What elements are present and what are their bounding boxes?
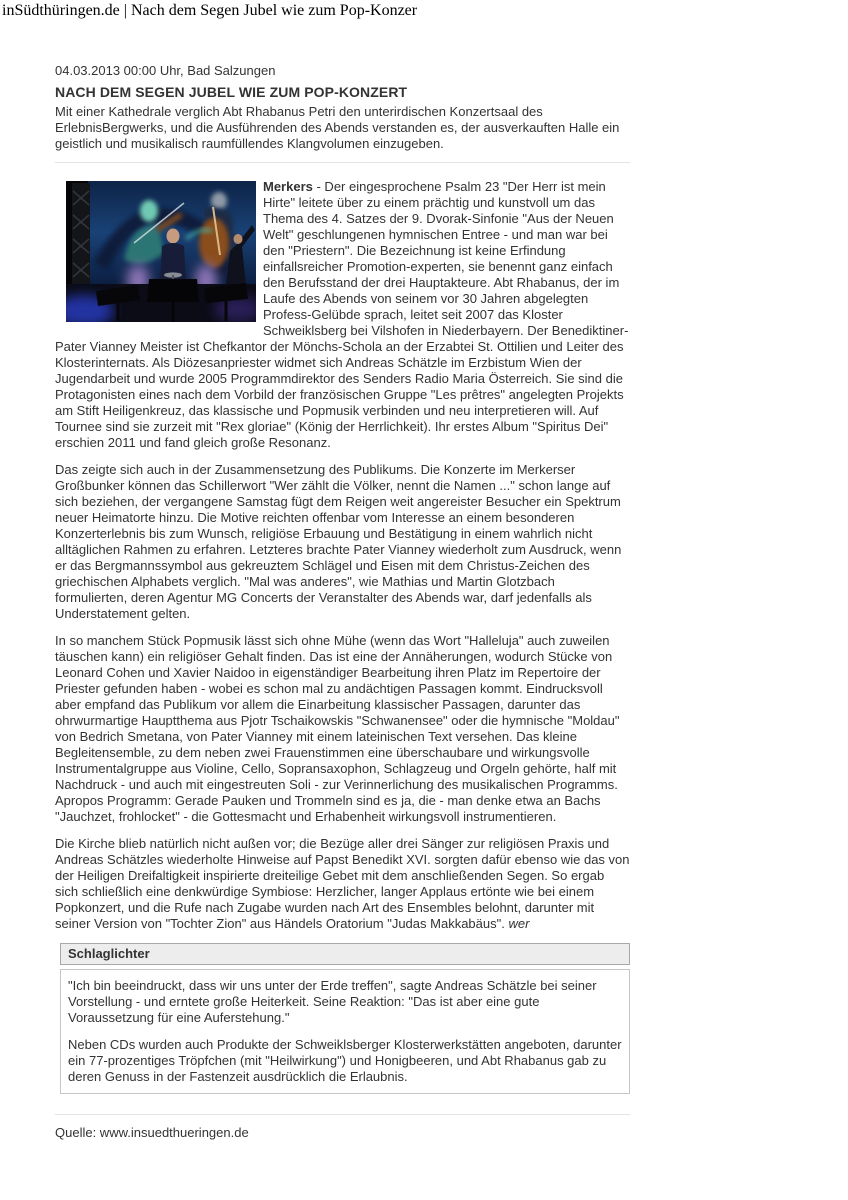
- lead-divider: [55, 162, 630, 163]
- highlights-box: [60, 943, 630, 1094]
- concert-photo-graphic: [66, 181, 256, 322]
- highlights-paragraph-2: Neben CDs wurden auch Produkte der Schweiklsberger Klosterwerkstätten angeboten, darunter ein 77-prozentiges Tröpfchen (mit "Heilwirkung") und Honigbeeren, und Abt Rhabanus gab zu deren Genuss in der Fastenzeit ausdrücklich die Erlaubnis.: [68, 1037, 622, 1084]
- article-page: [55, 63, 630, 1154]
- highlights-paragraph-1: "Ich bin beeindruckt, dass wir uns unter der Erde treffen", sagte Andreas Schätzle bei seiner Vorstellung - und erntete große Heiterkeit. Seine Reaktion: "Das ist aber eine gute Voraussetzung für eine Auferstehung.": [68, 978, 597, 1025]
- author-signature: wer: [508, 916, 530, 931]
- highlights-body: [60, 969, 630, 1094]
- article-dateline: 04.03.2013 00:00 Uhr, Bad Salzungen: [55, 63, 276, 78]
- article-photo: [66, 181, 256, 322]
- paragraph-1-text: - Der eingesprochene Psalm 23 "Der Herr ist mein Hirte" leitete über zu einem prächtig und kunstvoll um das Thema des 4. Satzes der 9. Dvorak-Sinfonie "Aus der Neuen Welt" geschlungenen hymnischen Entree - und man war bei den "Priestern". Die Bezeichnung ist keine Erfindung einfallsreicher Promotion-experten, sie benennt ganz einfach den Berufsstand der drei Hauptakteure. Abt Rhabanus, der im Laufe des Abends von seinem vor 30 Jahren abgelegten Profess-Gelübde sprach, leitet seit 2007 das Kloster Schweiklsberg bei Vilshofen in Niederbayern. Der Benediktiner-Pater Vianney Meister ist Chefkantor der Mönchs-Schola an der Erzabtei St. Ottilien und Leiter des Klosterinternats. Als Diözesanpriester widmet sich Andreas Schätzle im Erzbistum Wien der Jugendarbeit und wurde 2005 Programmdirektor des Senders Radio Maria Österreich. Sie sind die Protagonisten eines nach dem Vorbild der französischen Gruppe "Les prêtres" angelegten Projekts am Stift Heiligenkreuz, das klassische und Popmusik verbinden und neu interpretieren will. Auf Tournee sind sie zurzeit mit "Rex gloriae" (König der Herrlichkeit). Ihr erstes Album "Spiritus Dei" erschien 2011 und fand gleich große Resonanz.: [55, 179, 629, 450]
- highlights-header: [60, 943, 630, 965]
- paragraph-2: Das zeigte sich auch in der Zusammensetzung des Publikums. Die Konzerte im Merkerser Großbunker können das Schillerwort "Wer zählt die Völker, nennt die Namen ..." schon lange auf sich beziehen, der vergangene Samstag fügt dem Reigen weit angereister Besucher ein Spektrum neuer Heimatorte hinzu. Die Motive reichten offenbar vom Interesse an einem besonderen Konzerterlebnis bis zum Wunsch, religiöse Erbauung und Bestätigung in einem wahrlich nicht alltäglichen Rahmen zu erfahren. Letzteres brachte Pater Vianney wiederholt zum Ausdruck, wenn er das Bergmannssymbol aus gekreuztem Schlägel und Eisen mit dem Christus-Zeichen des griechischen Alphabets verglich. "Mal was anderes", wie Mathias und Martin Glotzbach formulierten, deren Agentur MG Concerts der Veranstalter des Abends war, darf jedenfalls als Understatement gelten.: [55, 462, 622, 621]
- source-line: Quelle: www.insuedthueringen.de: [55, 1125, 249, 1140]
- highlights-title: Schlaglichter: [68, 946, 150, 961]
- footer-divider: [55, 1114, 630, 1115]
- paragraph-4-text: Die Kirche blieb natürlich nicht außen vor; die Bezüge aller drei Sänger zur religiösen Praxis und Andreas Schätzles wiederholte Hinweise auf Papst Benedikt XVI. sorgten dafür ebenso wie das von der Heiligen Dreifaltigkeit inspirierte dreiteilige Gebet mit dem anschließenden Segen. So ergab sich schließlich eine denkwürdige Symbiose: Herzlicher, langer Applaus ertönte wie bei einem Popkonzert, und die Rufe nach Zugabe wurden nach Art des Ensembles belohnt, darunter mit seiner Version von "Tochter Zion" aus Händels Oratorium "Judas Makkabäus".: [55, 836, 630, 931]
- paragraph-3: In so manchem Stück Popmusik lässt sich ohne Mühe (wenn das Wort "Halleluja" auch zuweilen täuschen kann) ein religiöser Gehalt finden. Das ist eine der Annäherungen, wodurch Stücke von Leonard Cohen und Xavier Naidoo in eigenständiger Bearbeitung ihren Platz im Repertoire der Priester gefunden haben - wobei es schon mal zu andächtigen Passagen kommt. Eindrucksvoll aber empfand das Publikum vor allem die Einarbeitung klassischer Passagen, darunter das ohrwurmartige Hauptthema aus Pjotr Tschaikowskis "Schwanensee" oder die hymnische "Moldau" von Bedrich Smetana, von Pater Vianney mit einem lateinischen Text versehen. Das kleine Begleitensemble, zu dem neben zwei Frauenstimmen eine überschaubare und wirkungsvolle Instrumentalgruppe aus Violine, Cello, Sopransaxophon, Schlagzeug und Orgeln gehörte, half mit Nachdruck - und auch mit eingestreuten Soli - zur Verinnerlichung des musikalischen Programms. Apropos Programm: Gerade Pauken und Trommeln sind es ja, die - man denke etwa an Bachs "Jauchzet, frohlocket" - die Gottesmacht und Erhabenheit wirkungsvoll instrumentieren.: [55, 633, 620, 824]
- article-lead: Mit einer Kathedrale verglich Abt Rhabanus Petri den unterirdischen Konzertsaal des ErlebnisBergwerks, und die Ausführenden des Abends verstanden es, der ausverkauften Halle ein geistlich und musikalisch raumfüllendes Klangvolumen einzugeben.: [55, 104, 620, 151]
- paragraph-4: [55, 836, 630, 932]
- print-header-title: inSüdthüringen.de | Nach dem Segen Jubel wie zum Pop-Konzer: [2, 2, 418, 19]
- article-body: [55, 179, 630, 932]
- article-headline: NACH DEM SEGEN JUBEL WIE ZUM POP-KONZERT: [55, 84, 408, 100]
- location-prefix: Merkers: [263, 179, 313, 194]
